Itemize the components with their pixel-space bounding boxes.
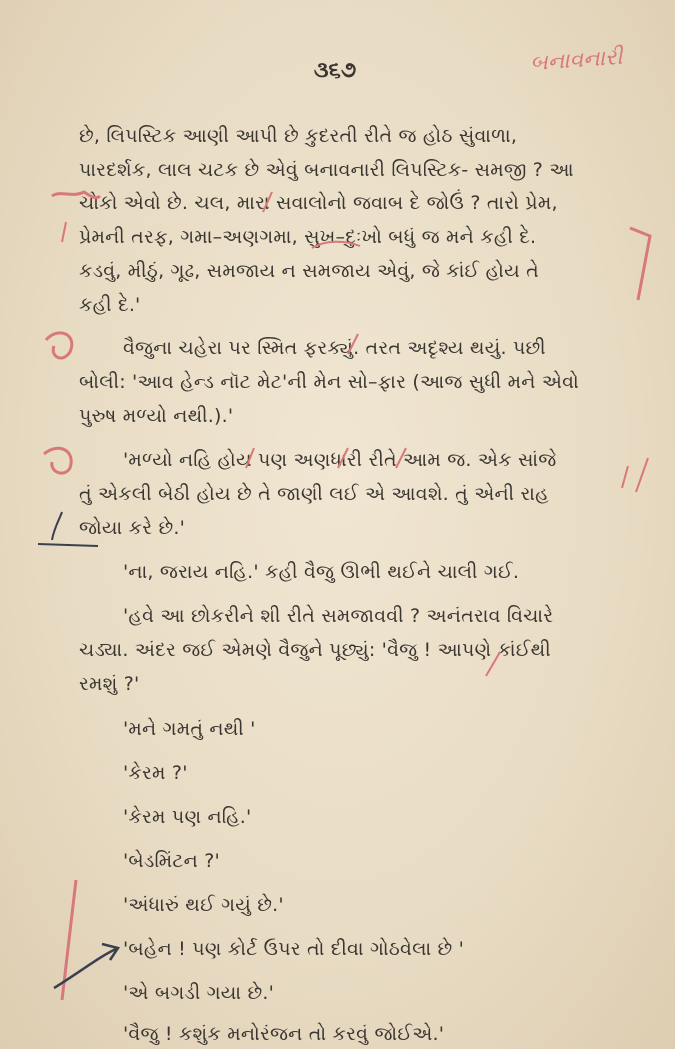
text-line: પુરુષ મળ્યો નથી.).' [79, 405, 234, 427]
text-line: જોયા કરે છે.' [79, 517, 186, 539]
text-line: 'મળ્યો નહિ હોય પણ અણધારી રીતે આમ જ. એક સાંજે [123, 449, 557, 471]
dialogue-line: 'વૈજુ ! કશુંક મનોરંજન તો કરવું જોઈએ.' [123, 1023, 445, 1045]
page-number: ૩૬૭ [313, 58, 357, 83]
text-line: કહી દે.' [79, 294, 141, 316]
text-line: કડવું, મીઠું, ગૂઢ, સમજાય ન સમજાય એવું, જે કાંઈ હોય તે [79, 260, 539, 282]
text-line: ચોકો એવો છે. ચલ, મારા સવાલોનો જવાબ દે જોઉં ? તારો પ્રેમ, [79, 192, 558, 214]
dialogue-line: 'કેરમ ?' [123, 762, 188, 784]
text-line: તું એકલી બેઠી હોય છે તે જાણી લઈ એ આવશે. તું એની રાહ [79, 483, 549, 505]
dialogue-line: 'એ બગડી ગયા છે.' [123, 982, 275, 1004]
text-line: 'ના, જરાય નહિ.' કહી વૈજુ ઊભી થઈને ચાલી ગઈ. [123, 561, 520, 583]
text-line: 'હવે આ છોકરીને શી રીતે સમજાવવી ? અનંતરાવ વિચારે [123, 605, 554, 627]
text-line: પારદર્શક, લાલ ચટક છે એવું બનાવનારી લિપસ્ટિક- સમજી ? આ [79, 159, 574, 181]
text-line: પ્રેમની તરફ, ગમા–અણગમા, સુખ–દુઃખો બધું જ મને કહી દે. [79, 226, 537, 248]
dialogue-line: 'મને ગમતું નથી ' [123, 718, 256, 740]
text-line: રમશું ?' [79, 673, 140, 695]
dialogue-line: 'બેડમિંટન ?' [123, 850, 220, 872]
text-line: ચડ્યા. અંદર જઈ એમણે વૈજુને પૂછ્યું: 'વૈજુ ! આપણે કાંઈથી [79, 639, 551, 661]
text-line: છે, લિપસ્ટિક આણી આપી છે કુદરતી રીતે જ હોઠ સુંવાળા, [79, 125, 518, 147]
dialogue-line: 'અંધારું થઈ ગયું છે.' [123, 894, 284, 916]
text-line: બોલી: 'આવ હેન્ડ નૉટ મેટ'ની મેન સો–ફાર (આજ સુધી મને એવો [79, 371, 579, 393]
dialogue-line: 'કેરમ પણ નહિ.' [123, 806, 252, 828]
text-line: વૈજુના ચહેરા પર સ્મિત ફરક્યું. તરત અદૃશ્ય થયું. પછી [123, 337, 546, 359]
handwritten-margin-note: બનાવનારી [529, 44, 624, 77]
dialogue-line: 'બહેન ! પણ કોર્ટ ઉપર તો દીવા ગોઠવેલા છે ' [123, 938, 465, 960]
